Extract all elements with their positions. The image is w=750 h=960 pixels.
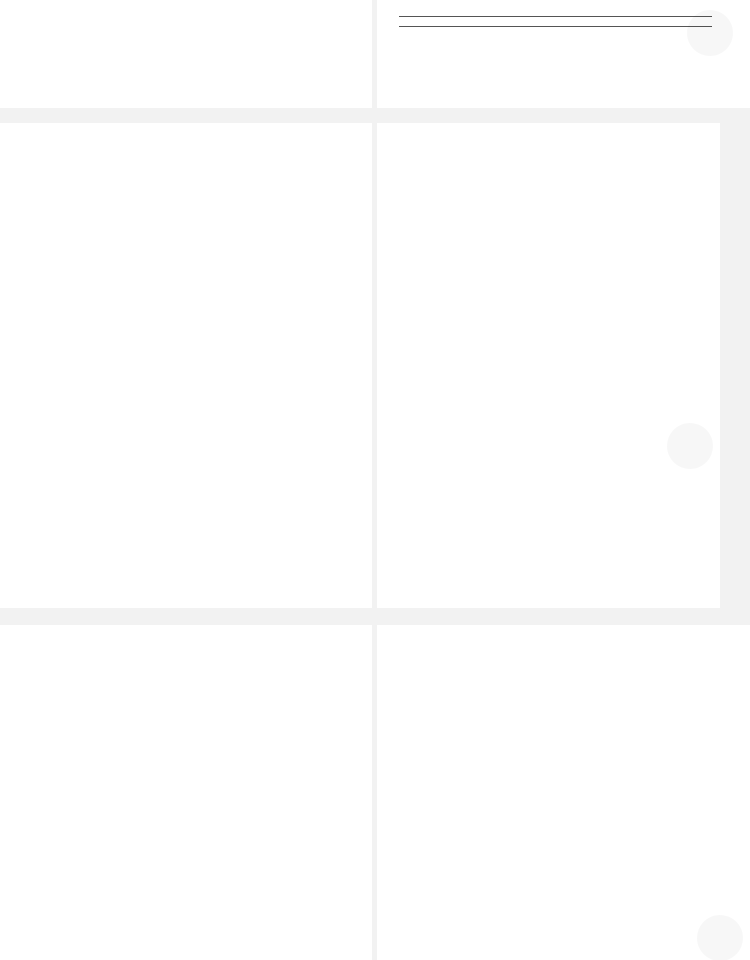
toc-page-left	[0, 625, 372, 960]
copyright-page	[377, 0, 750, 108]
watermark-logo	[689, 907, 750, 960]
watermark-logo	[659, 415, 720, 476]
cip-rule	[399, 26, 712, 27]
title-page-bottom	[0, 0, 372, 108]
part-heading	[190, 828, 198, 837]
toc-page-right	[377, 625, 750, 960]
page-margin	[720, 123, 750, 608]
cip-rule	[399, 16, 712, 17]
watermark-logo	[679, 2, 740, 63]
recommendation-page	[0, 123, 372, 608]
letter-page	[377, 123, 720, 608]
